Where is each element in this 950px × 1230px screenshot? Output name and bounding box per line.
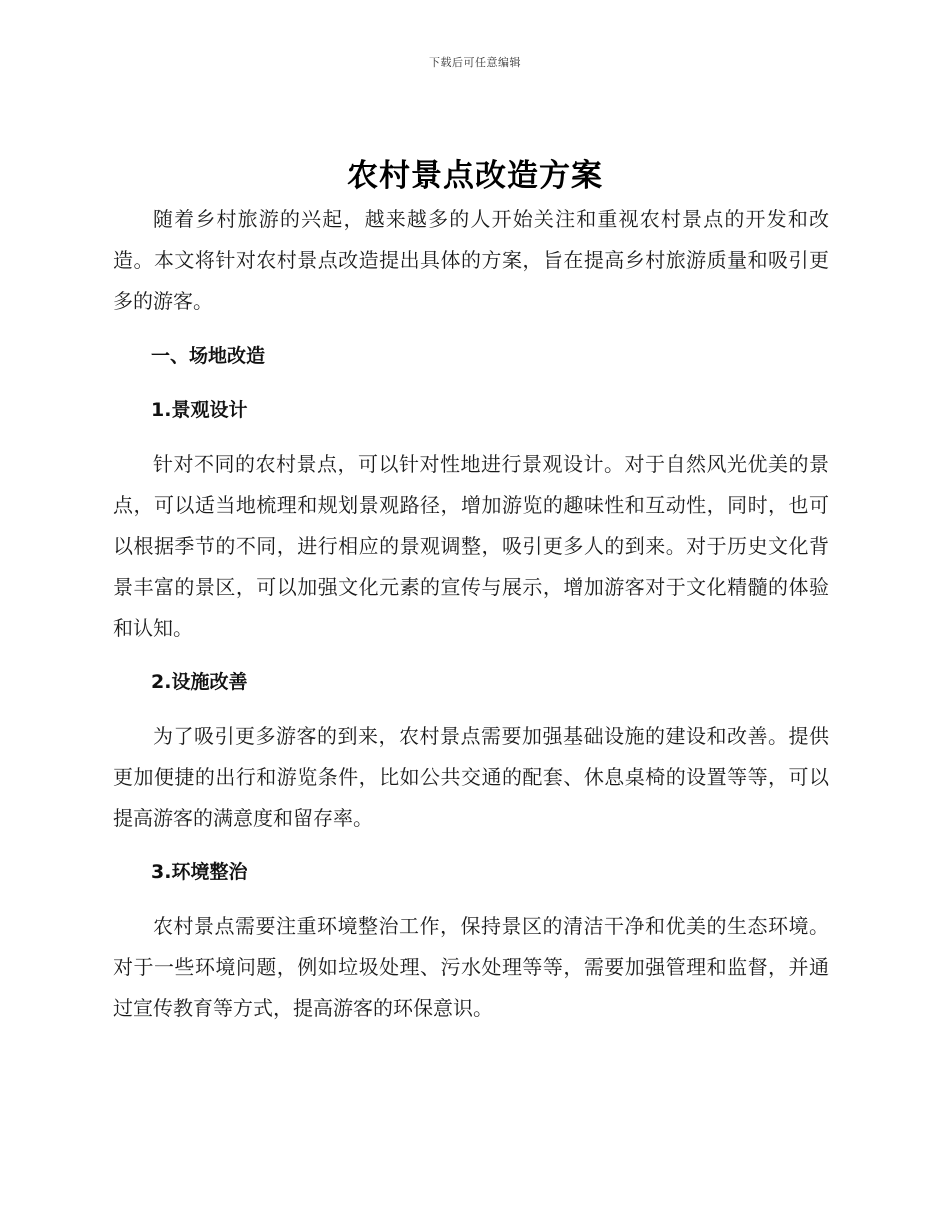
intro-paragraph: 随着乡村旅游的兴起，越来越多的人开始关注和重视农村景点的开发和改造。本文将针对农村景点改造提出具体的方案，旨在提高乡村旅游质量和吸引更多的游客。 xyxy=(113,207,829,313)
header-note: 下载后可任意编辑 xyxy=(429,56,521,69)
environment-remediation-paragraph: 农村景点需要注重环境整治工作，保持景区的清洁干净和优美的生态环境。对于一些环境问题，例如垃圾处理、污水处理等等，需要加强管理和监督，并通过宣传教育等方式，提高游客的环保意识。 xyxy=(113,914,829,1020)
document-body xyxy=(113,199,829,1029)
subheading-landscape-design: 1.景观设计 xyxy=(151,399,248,421)
subheading-environment-remediation: 3.环境整治 xyxy=(151,861,248,883)
subheading-facility-improvement: 2.设施改善 xyxy=(151,671,248,693)
document-title: 农村景点改造方案 xyxy=(347,158,603,194)
facility-improvement-paragraph: 为了吸引更多游客的到来，农村景点需要加强基础设施的建设和改善。提供更加便捷的出行和游览条件，比如公共交通的配套、休息桌椅的设置等等，可以提高游客的满意度和留存率。 xyxy=(113,724,829,830)
section-heading-site-renovation: 一、场地改造 xyxy=(151,345,266,367)
landscape-design-paragraph: 针对不同的农村景点，可以针对性地进行景观设计。对于自然风光优美的景点，可以适当地梳理和规划景观路径，增加游览的趣味性和互动性，同时，也可以根据季节的不同，进行相应的景观调整，吸引更多人的到来。对于历史文化背景丰富的景区，可以加强文化元素的宣传与展示，增加游客对于文化精髓的体验和认知。 xyxy=(113,452,829,640)
